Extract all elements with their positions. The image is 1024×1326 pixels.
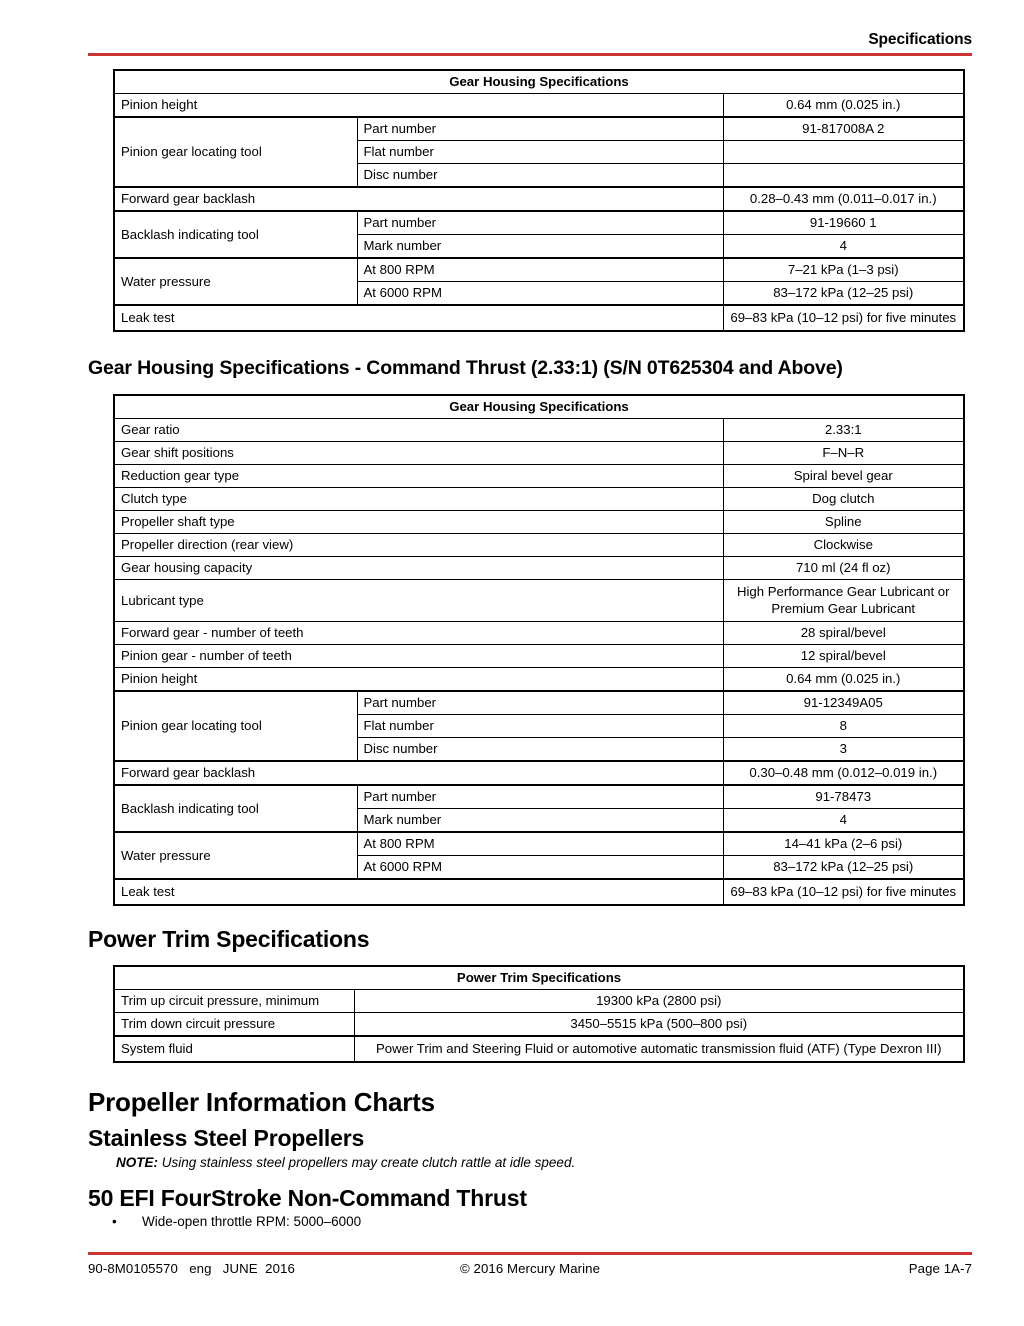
table-row bbox=[114, 557, 964, 580]
row-label: Clutch type bbox=[114, 488, 723, 511]
row-sublabel: Part number bbox=[357, 117, 723, 141]
row-sublabel: Flat number bbox=[357, 715, 723, 738]
row-value: High Performance Gear Lubricant or Premium Gear Lubricant bbox=[723, 580, 964, 622]
row-value: 69–83 kPa (10–12 psi) for five minutes bbox=[723, 305, 964, 331]
row-value: Power Trim and Steering Fluid or automotive automatic transmission fluid (ATF) (Type Dexron III) bbox=[354, 1036, 964, 1062]
row-label: Pinion gear locating tool bbox=[114, 117, 357, 187]
power-trim-specifications-table bbox=[113, 965, 965, 1063]
row-label: Trim up circuit pressure, minimum bbox=[114, 990, 354, 1013]
gear-housing-specifications-table-1 bbox=[113, 69, 965, 332]
row-sublabel: Part number bbox=[357, 691, 723, 715]
row-value: 19300 kPa (2800 psi) bbox=[354, 990, 964, 1013]
row-label: Gear ratio bbox=[114, 419, 723, 442]
table-row bbox=[114, 785, 964, 809]
footer-document-number: 90-8M0105570 eng JUNE 2016 bbox=[88, 1260, 295, 1276]
row-label: Water pressure bbox=[114, 258, 357, 305]
table-row bbox=[114, 305, 964, 331]
row-value: 8 bbox=[723, 715, 964, 738]
row-label: Reduction gear type bbox=[114, 465, 723, 488]
row-label: Pinion height bbox=[114, 668, 723, 692]
header-red-rule bbox=[88, 53, 972, 56]
row-value: Dog clutch bbox=[723, 488, 964, 511]
table-row bbox=[114, 442, 964, 465]
heading-power-trim-specifications: Power Trim Specifications bbox=[88, 926, 370, 952]
table-row bbox=[114, 1013, 964, 1037]
row-value: 7–21 kPa (1–3 psi) bbox=[723, 258, 964, 282]
row-value: 4 bbox=[723, 809, 964, 833]
row-sublabel: At 800 RPM bbox=[357, 832, 723, 856]
row-value bbox=[723, 164, 964, 188]
row-value: Spline bbox=[723, 511, 964, 534]
row-value: 710 ml (24 fl oz) bbox=[723, 557, 964, 580]
row-value: 91-78473 bbox=[723, 785, 964, 809]
row-value: 0.30–0.48 mm (0.012–0.019 in.) bbox=[723, 761, 964, 785]
row-sublabel: Part number bbox=[357, 785, 723, 809]
table-row bbox=[114, 1036, 964, 1062]
row-sublabel: Disc number bbox=[357, 164, 723, 188]
row-value: 69–83 kPa (10–12 psi) for five minutes bbox=[723, 879, 964, 905]
row-value: 0.28–0.43 mm (0.011–0.017 in.) bbox=[723, 187, 964, 211]
row-sublabel: Mark number bbox=[357, 235, 723, 259]
table-row bbox=[114, 488, 964, 511]
page-footer bbox=[88, 1252, 972, 1276]
table-row bbox=[114, 645, 964, 668]
row-value: 2.33:1 bbox=[723, 419, 964, 442]
row-value: 91-19660 1 bbox=[723, 211, 964, 235]
row-sublabel: Disc number bbox=[357, 738, 723, 762]
row-value: 0.64 mm (0.025 in.) bbox=[723, 668, 964, 692]
table-caption-row bbox=[114, 966, 964, 990]
table-caption-row bbox=[114, 395, 964, 419]
row-sublabel: Mark number bbox=[357, 809, 723, 833]
heading-command-thrust: Gear Housing Specifications - Command Thrust (2.33:1) (S/N 0T625304 and Above) bbox=[88, 357, 843, 379]
heading-50-efi-fourstroke: 50 EFI FourStroke Non-Command Thrust bbox=[88, 1185, 527, 1211]
row-value bbox=[723, 141, 964, 164]
row-label: Pinion height bbox=[114, 94, 723, 118]
row-value: 91-12349A05 bbox=[723, 691, 964, 715]
footer-red-rule bbox=[88, 1252, 972, 1255]
page-header-title: Specifications bbox=[868, 31, 972, 48]
page-header bbox=[88, 30, 972, 56]
table-row bbox=[114, 465, 964, 488]
table-row bbox=[114, 117, 964, 141]
heading-propeller-information-charts: Propeller Information Charts bbox=[88, 1087, 435, 1117]
row-value: 3 bbox=[723, 738, 964, 762]
row-label: Gear housing capacity bbox=[114, 557, 723, 580]
table-row bbox=[114, 691, 964, 715]
table-row bbox=[114, 534, 964, 557]
table-row bbox=[114, 761, 964, 785]
row-value: Clockwise bbox=[723, 534, 964, 557]
table-row bbox=[114, 187, 964, 211]
row-value: 4 bbox=[723, 235, 964, 259]
table-row bbox=[114, 580, 964, 622]
row-value: 0.64 mm (0.025 in.) bbox=[723, 94, 964, 118]
table-row bbox=[114, 94, 964, 118]
list-item bbox=[112, 1213, 361, 1231]
gear-housing-specifications-table-2 bbox=[113, 394, 965, 906]
row-label: Propeller direction (rear view) bbox=[114, 534, 723, 557]
row-label: Lubricant type bbox=[114, 580, 723, 622]
note-stainless-propellers bbox=[116, 1154, 575, 1171]
row-value: 12 spiral/bevel bbox=[723, 645, 964, 668]
table-row bbox=[114, 511, 964, 534]
row-label: Leak test bbox=[114, 879, 723, 905]
table-row bbox=[114, 990, 964, 1013]
footer-page-number: Page 1A-7 bbox=[908, 1260, 972, 1276]
row-sublabel: At 6000 RPM bbox=[357, 856, 723, 880]
row-label: System fluid bbox=[114, 1036, 354, 1062]
footer-copyright: © 2016 Mercury Marine bbox=[459, 1260, 601, 1276]
row-label: Forward gear backlash bbox=[114, 187, 723, 211]
row-label: Forward gear - number of teeth bbox=[114, 622, 723, 645]
row-label: Gear shift positions bbox=[114, 442, 723, 465]
row-label: Backlash indicating tool bbox=[114, 785, 357, 832]
row-value: 91-817008A 2 bbox=[723, 117, 964, 141]
row-label: Trim down circuit pressure bbox=[114, 1013, 354, 1037]
table-row bbox=[114, 258, 964, 282]
row-label: Leak test bbox=[114, 305, 723, 331]
row-label: Pinion gear locating tool bbox=[114, 691, 357, 761]
heading-stainless-steel-propellers: Stainless Steel Propellers bbox=[88, 1125, 365, 1151]
row-value: 83–172 kPa (12–25 psi) bbox=[723, 282, 964, 306]
list-item-text: Wide-open throttle RPM: 5000–6000 bbox=[142, 1214, 362, 1229]
row-sublabel: Flat number bbox=[357, 141, 723, 164]
footer-row bbox=[88, 1261, 972, 1276]
row-value: 3450–5515 kPa (500–800 psi) bbox=[354, 1013, 964, 1037]
table-row bbox=[114, 622, 964, 645]
row-sublabel: Part number bbox=[357, 211, 723, 235]
row-label: Pinion gear - number of teeth bbox=[114, 645, 723, 668]
table-caption-row bbox=[114, 70, 964, 94]
table-caption: Gear Housing Specifications bbox=[114, 395, 964, 419]
row-value: 83–172 kPa (12–25 psi) bbox=[723, 856, 964, 880]
table-row bbox=[114, 419, 964, 442]
table-caption: Power Trim Specifications bbox=[114, 966, 964, 990]
note-text: Using stainless steel propellers may create clutch rattle at idle speed. bbox=[158, 1155, 576, 1170]
row-value: F–N–R bbox=[723, 442, 964, 465]
table-row bbox=[114, 211, 964, 235]
note-prefix: NOTE: bbox=[116, 1155, 158, 1170]
row-sublabel: At 800 RPM bbox=[357, 258, 723, 282]
row-label: Propeller shaft type bbox=[114, 511, 723, 534]
row-sublabel: At 6000 RPM bbox=[357, 282, 723, 306]
table-row bbox=[114, 832, 964, 856]
row-value: 28 spiral/bevel bbox=[723, 622, 964, 645]
row-label: Water pressure bbox=[114, 832, 357, 879]
row-value: Spiral bevel gear bbox=[723, 465, 964, 488]
row-label: Forward gear backlash bbox=[114, 761, 723, 785]
row-label: Backlash indicating tool bbox=[114, 211, 357, 258]
table-row bbox=[114, 668, 964, 692]
table-caption: Gear Housing Specifications bbox=[114, 70, 964, 94]
table-row bbox=[114, 879, 964, 905]
bullet-icon: • bbox=[112, 1214, 117, 1229]
row-value: 14–41 kPa (2–6 psi) bbox=[723, 832, 964, 856]
